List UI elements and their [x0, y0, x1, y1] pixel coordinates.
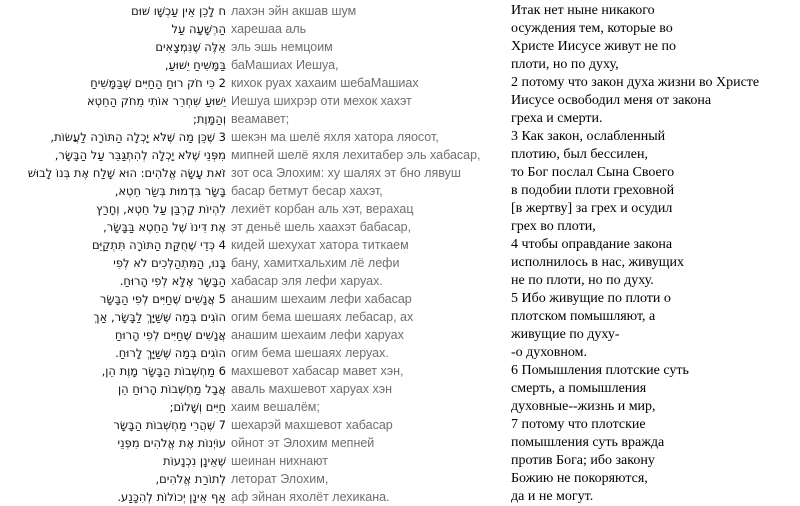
russian-column: [511, 2, 797, 506]
russian-line: греха и смерти.: [511, 111, 603, 126]
transliteration-line: хаим вешалём;: [231, 400, 320, 414]
hebrew-line: הוֹגִים בְּמַה שֶּׁשַּׁיָּךְ לָרוּחַ.: [115, 346, 226, 360]
transliteration-line: аф эйнан яхолёт лехикана.: [231, 490, 390, 504]
russian-line: Божию не покоряются,: [511, 471, 648, 486]
transliteration-line: басар бетмут бесар хахэт,: [231, 184, 383, 198]
russian-line: духовные--жизнь и мир,: [511, 399, 656, 414]
hebrew-line: 2 כִּי חֹק רוּחַ הַחַיִּים שֶׁבַּמָּשִׁיחַ: [90, 76, 226, 90]
transliteration-line: эль эшь немцоим: [231, 40, 333, 54]
transliteration-line: аваль махшевот харуах хэн: [231, 382, 393, 396]
transliteration-column: [231, 2, 497, 506]
russian-line: то Бог послал Сына Своего: [511, 165, 675, 180]
transliteration-line: лахэн эйн акшав шум: [231, 4, 357, 18]
hebrew-line: בַּמָּשִׁיחַ יֵשׁוּעַ,: [164, 58, 226, 72]
russian-line: против Бога; ибо закону: [511, 453, 655, 468]
russian-line: [в жертву] за грех и осудил: [511, 201, 673, 216]
transliteration-line: эт деньё шель хаахэт бабасар,: [231, 220, 412, 234]
russian-line: 4 чтобы оправдание закона: [511, 237, 673, 252]
russian-line: 6 Помышления плотские суть: [511, 363, 689, 378]
hebrew-line: 4 כְּדֵי שֶׁחֻקַּת הַתּוֹרָה תִּתְקַיֵּם: [92, 238, 226, 252]
russian-line: не по плоти, но по духу.: [511, 273, 654, 288]
transliteration-line: шеинан нихнают: [231, 454, 329, 468]
transliteration-line: анашим шехаим лефи харуах: [231, 328, 404, 342]
russian-line: грех во плоти,: [511, 219, 596, 234]
hebrew-line: מִפְּנֵי שֶׁלֹּא יָכְלָה לְהִתְגַּבֵּר עַל הַבָּשָׂר,: [54, 148, 226, 162]
transliteration-line: веамавет;: [231, 112, 290, 126]
transliteration-line: лехиёт корбан аль хэт, верахац: [231, 202, 414, 216]
russian-line: Итак нет ныне никакого: [511, 3, 655, 18]
hebrew-line: זֹאת עָשָׂה אֱלֹהִים: הוּא שָׁלַח אֶת בְּנוֹ לָבוּשׁ: [27, 166, 226, 180]
transliteration-line: ойнот эт Элохим мепней: [231, 436, 375, 450]
russian-line: исполнилось в нас, живущих: [511, 255, 685, 270]
transliteration-line: махшевот хабасар мавет хэн,: [231, 364, 404, 378]
transliteration-line: кихок руах хахаим шебаМашиах: [231, 76, 419, 90]
hebrew-line: חַיִּים וְשָׁלוֹם;: [169, 400, 226, 414]
russian-line: осуждения тем, которые во: [511, 21, 673, 36]
hebrew-line: אֲבָל מַחְשְׁבוֹת הָרוּחַ הֵן: [118, 382, 226, 396]
transliteration-line: шехарэй махшевот хабасар: [231, 418, 393, 432]
russian-line: плоти, но по духу,: [511, 57, 619, 72]
hebrew-line: 7 שֶׁהֲרֵי מַחְשְׁבוֹת הַבָּשָׂר: [113, 418, 226, 432]
hebrew-line: אַף אֵינָן יְכוֹלוֹת לְהִכָּנַע.: [117, 490, 226, 504]
transliteration-line: огим бема шешаях леруах.: [231, 346, 389, 360]
transliteration-line: хабасар эля лефи харуах.: [231, 274, 383, 288]
transliteration-line: шекэн ма шелё яхля хатора ляосот,: [231, 130, 439, 144]
hebrew-line: בָּשָׂר בִּדְמוּת בְּשַׂר חֵטְא,: [114, 184, 226, 198]
russian-line: 2 потому что закон духа жизни во Христе: [511, 75, 760, 90]
russian-line: -о духовном.: [511, 345, 587, 360]
hebrew-line: לְתוֹרַת אֱלֹהִים,: [155, 472, 226, 486]
russian-line: 3 Как закон, ослабленный: [511, 129, 666, 144]
hebrew-line: 3 שֶׁכֵּן מַה שֶּׁלֹּא יָכְלָה הַתּוֹרָה לַעֲשׂוֹת,: [50, 130, 226, 144]
transliteration-line: кидей шехухат хатора титкаем: [231, 238, 409, 252]
hebrew-line: ח לָכֵן אֵין עַכְשָׁו שׁוּם: [131, 4, 226, 18]
russian-line: Иисусе освободил меня от закона: [511, 93, 712, 108]
transliteration-line: бану, хамитхальхим лё лефи: [231, 256, 400, 270]
russian-line: да и не могут.: [511, 489, 594, 504]
russian-line: плотию, был бессилен,: [511, 147, 648, 162]
russian-line: 5 Ибо живущие по плоти о: [511, 291, 671, 306]
transliteration-line: мипней шелё яхля лехитабер эль хабасар,: [231, 148, 481, 162]
hebrew-line: שֶׁאֵינָן נִכְנָעוֹת: [163, 454, 226, 468]
russian-line: 7 потому что плотские: [511, 417, 646, 432]
transliteration-line: баМашиах Иешуа,: [231, 58, 339, 72]
transliteration-line: леторат Элохим,: [231, 472, 329, 486]
transliteration-line: Иешуа шихрэр оти мехок хахэт: [231, 94, 412, 108]
hebrew-line: אֵלֶּה שֶׁנִּמְצָאִים: [155, 40, 226, 54]
hebrew-line: הַבָּשָׂר אֶלָּא לְפִי הָרוּחַ.: [119, 274, 226, 288]
hebrew-line: אֲנָשִׁים שֶׁחַיִּים לְפִי הָרוּחַ: [115, 328, 226, 342]
hebrew-line: 5 אֲנָשִׁים שֶׁחַיִּים לְפִי הַבָּשָׂר: [99, 292, 226, 306]
russian-line: живущие по духу-: [511, 327, 620, 342]
hebrew-column: [0, 2, 226, 506]
transliteration-line: харешаа аль: [231, 22, 307, 36]
hebrew-line: בָּנוּ, הַמִּתְהַלְּכִים לֹא לְפִי: [113, 256, 226, 270]
hebrew-line: אֶת דִּינוֹ שֶׁל הַחֵטְא בַּבָּשָׂר,: [103, 220, 226, 234]
hebrew-line: 6 מַחְשְׁבוֹת הַבָּשָׂר מָוֶת הֵן,: [101, 364, 226, 378]
hebrew-line: וְהַמָּוֶת;: [192, 112, 226, 126]
russian-line: смерть, а помышления: [511, 381, 647, 396]
hebrew-line: יֵשׁוּעַ שִׁחְרֵר אוֹתִי מֵחֹק הַחֵטְא: [86, 94, 226, 108]
transliteration-line: огим бема шешаях лебасар, ах: [231, 310, 414, 324]
hebrew-line: הַרְשָׁעָה עַל: [171, 22, 226, 36]
russian-line: в подобии плоти греховной: [511, 183, 675, 198]
transliteration-line: зот оса Элохим: ху шалях эт бно лявуш: [231, 166, 461, 180]
hebrew-line: עוֹיְנוֹת אֶת אֱלֹהִים מִפְּנֵי: [117, 436, 226, 450]
transliteration-line: анашим шехаим лефи хабасар: [231, 292, 412, 306]
russian-line: помышления суть вражда: [511, 435, 665, 450]
hebrew-line: הוֹגִים בְּמַה שֶּׁשַּׁיָּךְ לַבָּשָׂר, אַךְ: [93, 310, 226, 324]
russian-line: плотском помышляют, а: [511, 309, 656, 324]
russian-line: Христе Иисусе живут не по: [511, 39, 676, 54]
hebrew-line: לִהְיוֹת קָרְבַּן עַל חֵטְא, וְחָרַץ: [96, 202, 226, 216]
